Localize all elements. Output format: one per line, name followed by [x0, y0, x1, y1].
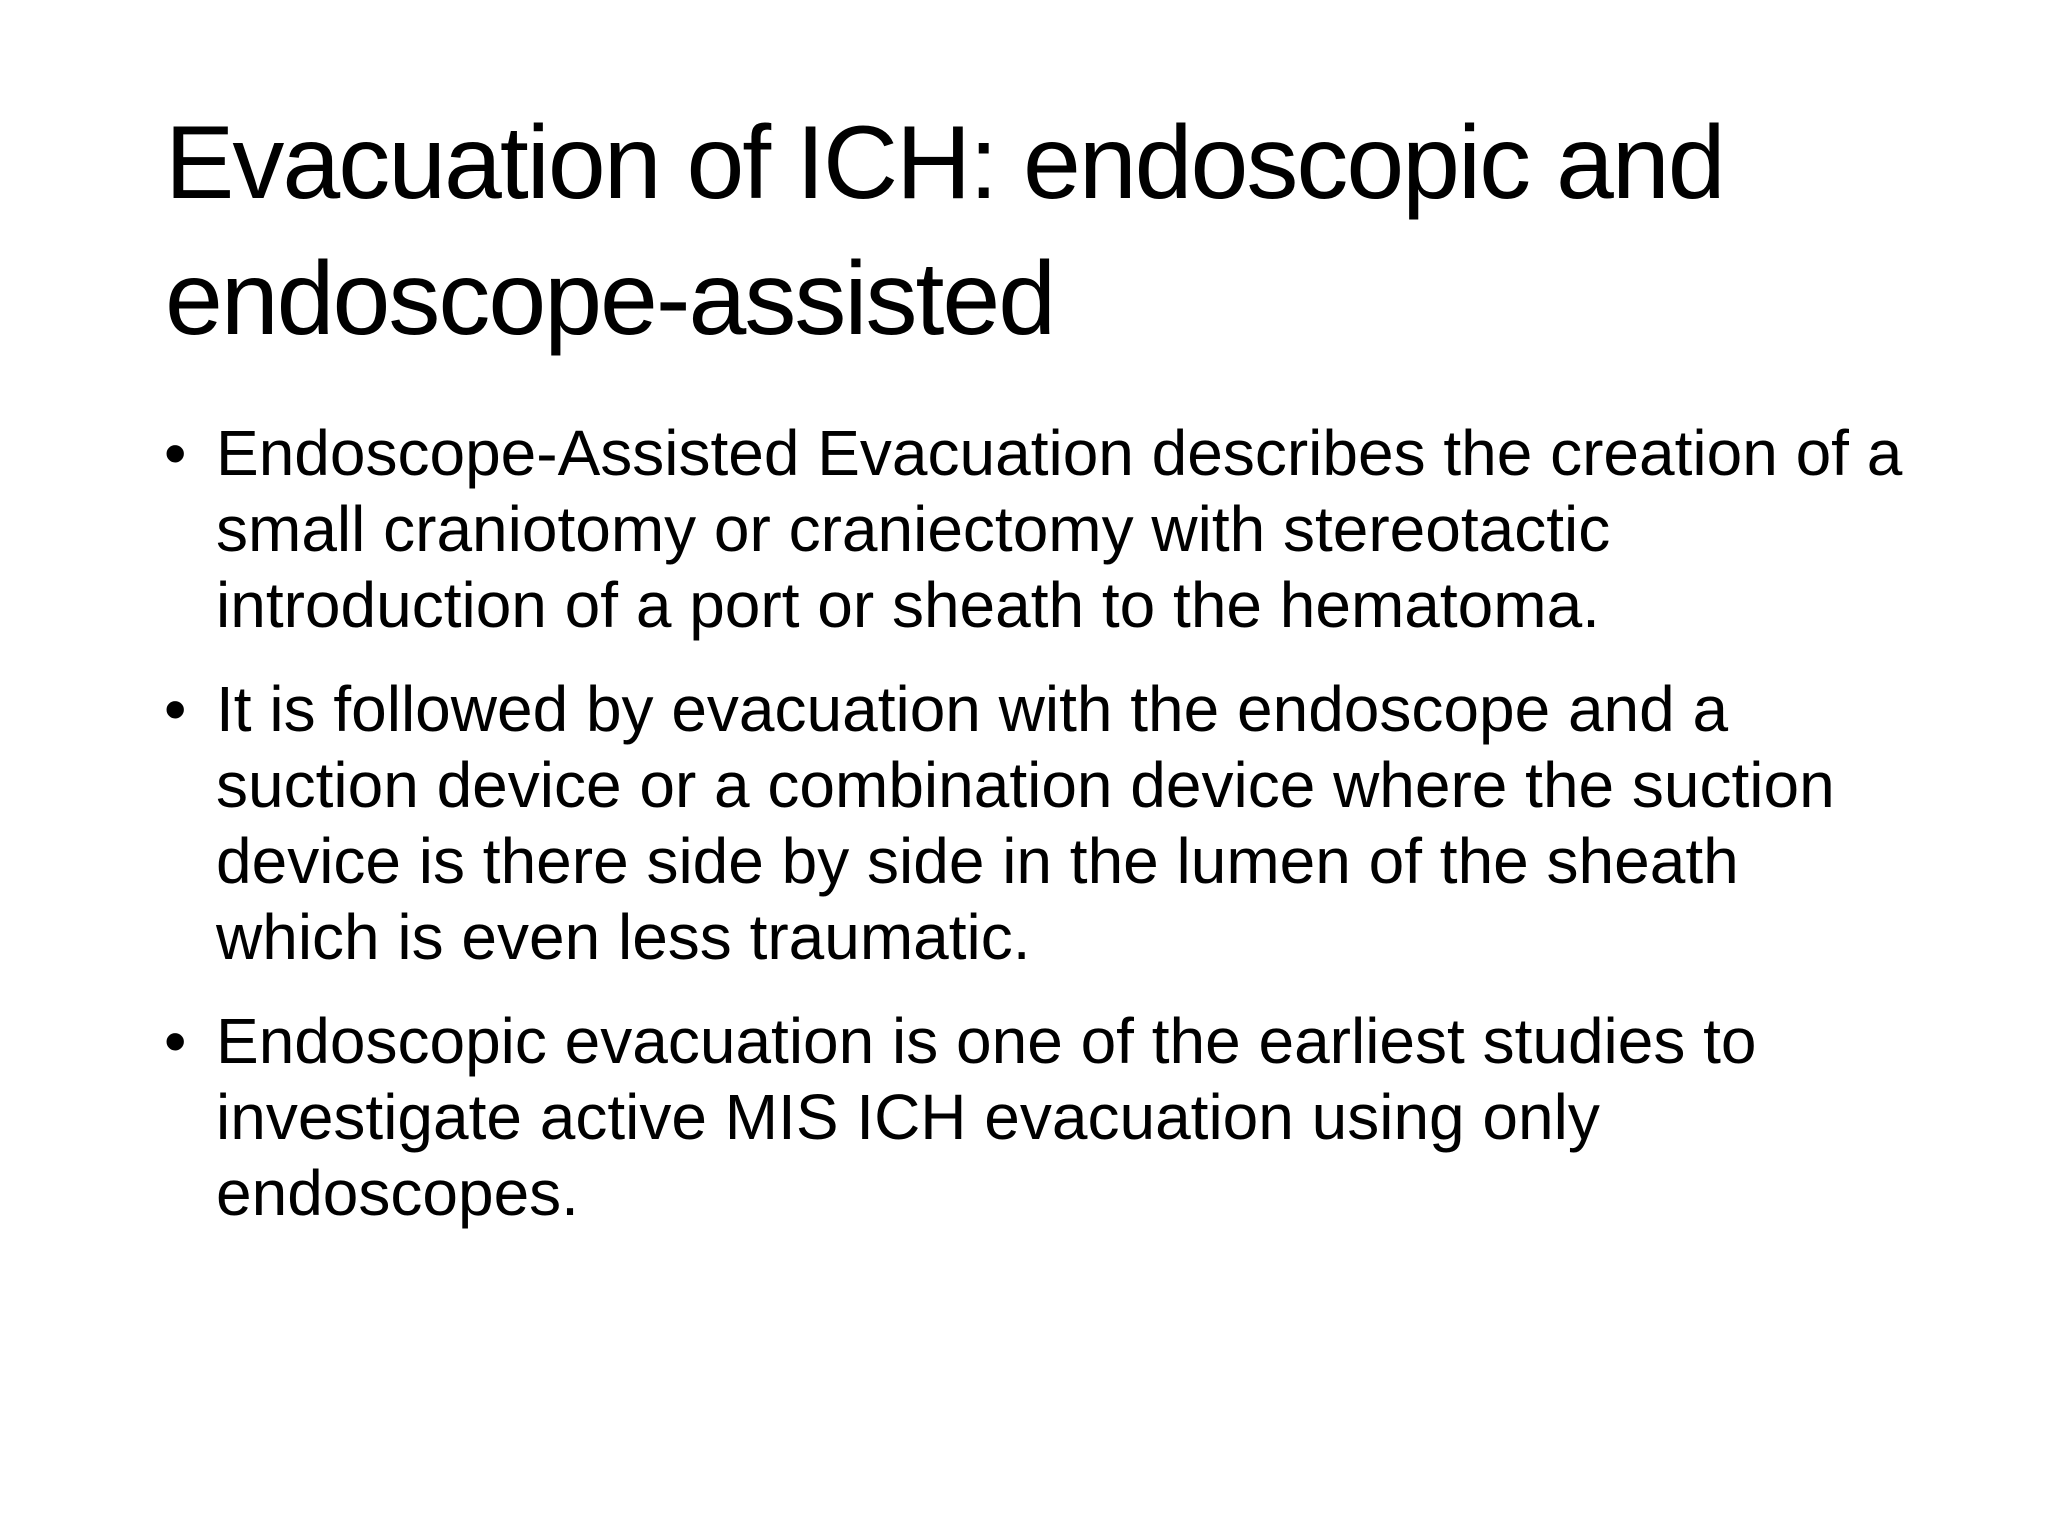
bullet-dot-icon: • — [164, 417, 187, 489]
bullet-list — [160, 415, 1920, 1259]
bullet-item — [160, 415, 1920, 643]
bullet-dot-icon: • — [164, 1005, 187, 1077]
bullet-item — [160, 1003, 1920, 1231]
bullet-text: It is followed by evacuation with the endoscope and a suction device or a combination device where the suction device is there side by side in the lumen of the sheath which is even less traumatic. — [216, 673, 1835, 973]
bullet-text: Endoscopic evacuation is one of the earliest studies to investigate active MIS ICH evacuation using only endoscopes. — [216, 1005, 1757, 1229]
bullet-item — [160, 671, 1920, 975]
bullet-text: Endoscope-Assisted Evacuation describes the creation of a small craniotomy or craniectomy with stereotactic introduction of a port or sheath to the hematoma. — [216, 417, 1903, 641]
bullet-dot-icon: • — [164, 673, 187, 745]
slide-title: Evacuation of ICH: endoscopic and endoscope-assisted — [165, 105, 1724, 357]
